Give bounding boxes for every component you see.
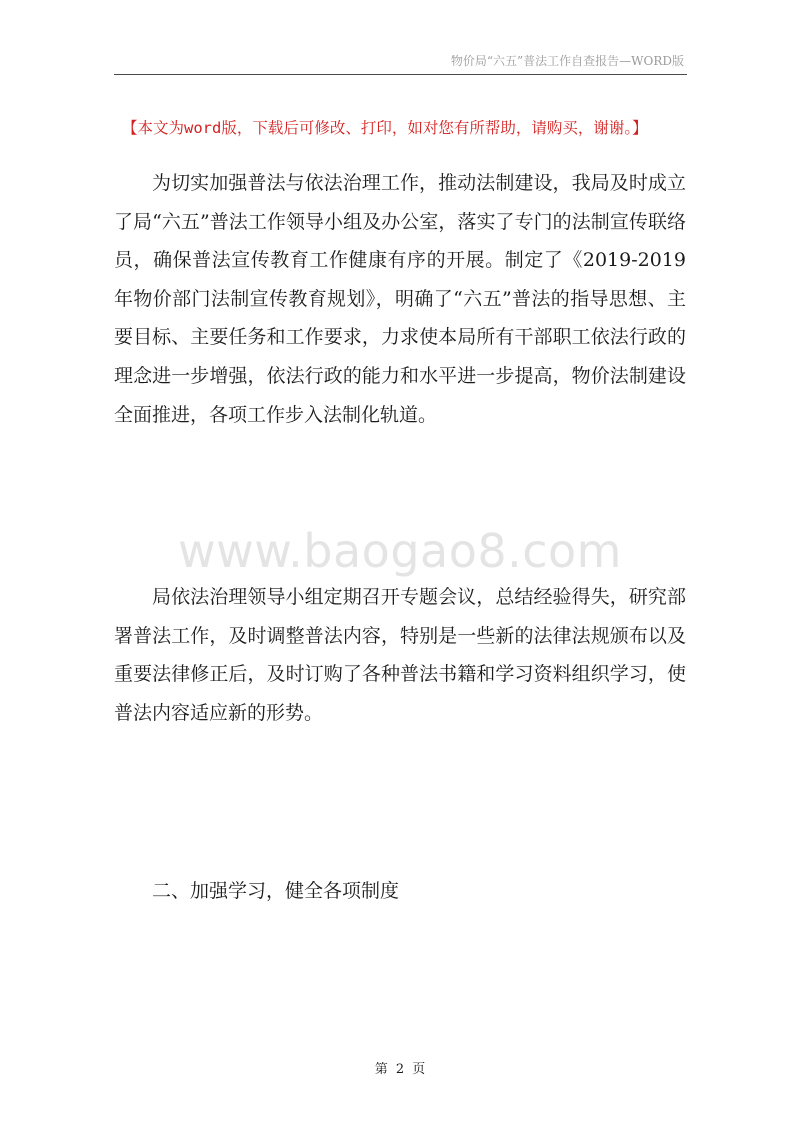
page-number: 第 2 页 <box>374 1062 426 1077</box>
header-divider <box>114 74 687 75</box>
page-header-title: 物价局“六五”普法工作自查报告—WORD版 <box>450 54 684 68</box>
watermark-text: www.baogao8.com <box>178 524 622 578</box>
section-heading: 二、加强学习，健全各项制度 <box>152 880 400 902</box>
body-paragraph-1: 为切实加强普法与依法治理工作，推动法制建设，我局及时成立了局“六五”普法工作领导小组及办公室，落实了专门的法制宣传联络员，确保普法宣传教育工作健康有序的开展。制定了《2019-2019年物价部门法制宣传教育规划》，明确了“六五”普法的指导思想、主要目标、主要任务和工作要求，力求使本局所有干部职工依法行政的理念进一步增强，依法行政的能力和水平进一步提高，物价法制建设全面推进，各项工作步入法制化轨道。 <box>114 172 686 426</box>
download-notice: 【本文为word版，下载后可修改、打印，如对您有所帮助，请购买，谢谢。】 <box>122 119 648 137</box>
body-paragraph-2: 局依法治理领导小组定期召开专题会议，总结经验得失，研究部署普法工作，及时调整普法内容，特别是一些新的法律法规颁布以及重要法律修正后，及时订购了各种普法书籍和学习资料组织学习，使普法内容适应新的形势。 <box>114 586 686 724</box>
